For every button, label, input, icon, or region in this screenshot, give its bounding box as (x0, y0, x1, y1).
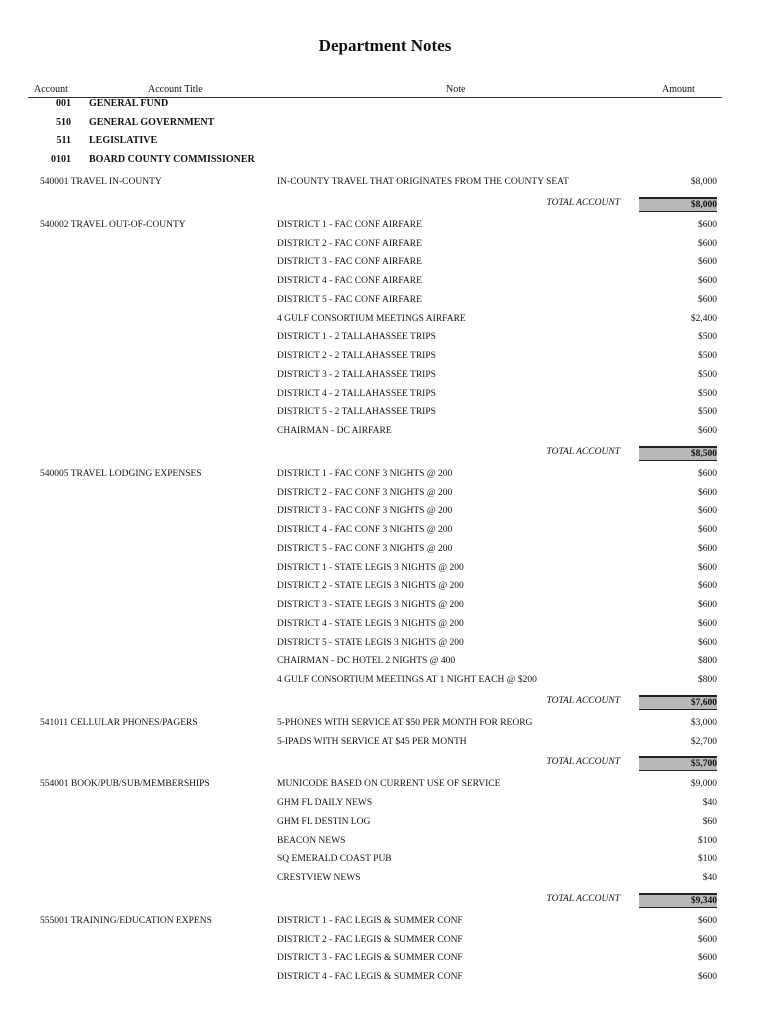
account-title: 540005 TRAVEL LODGING EXPENSES (40, 468, 202, 479)
amount-value: $600 (698, 581, 717, 592)
amount-value: $40 (702, 798, 717, 808)
note-line: DISTRICT 1 - STATE LEGIS 3 NIGHTS @ 200 (277, 562, 464, 573)
note-line: DISTRICT 3 - FAC LEGIS & SUMMER CONF (277, 953, 463, 964)
column-header-note: Note (446, 84, 466, 95)
group-name: GENERAL FUND (89, 98, 169, 109)
total-account-amount (639, 446, 717, 461)
total-amount-value: $5,700 (690, 759, 717, 770)
amount-value: $600 (698, 506, 717, 517)
total-account-label: TOTAL ACCOUNT (546, 893, 620, 904)
amount-value: $40 (702, 873, 717, 883)
note-line: DISTRICT 2 - FAC LEGIS & SUMMER CONF (277, 934, 463, 945)
note-line: GHM FL DESTIN LOG (277, 816, 371, 827)
group-name: GENERAL GOVERNMENT (89, 117, 215, 128)
total-amount-value: $8,500 (690, 448, 717, 459)
amount-value: $600 (698, 525, 717, 535)
total-account-amount (639, 756, 717, 771)
note-line: DISTRICT 4 - FAC CONF AIRFARE (277, 276, 422, 286)
note-line: CRESTVIEW NEWS (277, 873, 361, 883)
total-account-label: TOTAL ACCOUNT (546, 695, 620, 706)
group-code: 0101 (51, 154, 71, 165)
amount-value: $500 (698, 332, 717, 343)
total-account-amount (639, 695, 717, 710)
note-line: DISTRICT 3 - 2 TALLAHASSEE TRIPS (277, 369, 436, 380)
note-line: DISTRICT 3 - FAC CONF 3 NIGHTS @ 200 (277, 506, 453, 517)
note-line: DISTRICT 4 - STATE LEGIS 3 NIGHTS @ 200 (277, 618, 464, 629)
total-amount-value: $7,600 (690, 697, 717, 708)
amount-value: $600 (698, 238, 717, 249)
note-line: 5-IPADS WITH SERVICE AT $45 PER MONTH (277, 736, 467, 747)
amount-value: $3,000 (690, 717, 717, 728)
note-line: DISTRICT 2 - STATE LEGIS 3 NIGHTS @ 200 (277, 581, 464, 592)
amount-value: $600 (698, 468, 717, 479)
amount-value: $9,000 (690, 779, 717, 790)
amount-value: $800 (698, 656, 717, 667)
amount-value: $600 (698, 934, 717, 945)
note-line: DISTRICT 5 - FAC CONF AIRFARE (277, 294, 422, 305)
amount-value: $600 (698, 294, 717, 305)
amount-value: $500 (698, 407, 717, 418)
amount-value: $600 (698, 426, 717, 436)
account-title: 555001 TRAINING/EDUCATION EXPENS (40, 915, 212, 926)
amount-value: $500 (698, 388, 717, 399)
column-header-account: Account (34, 84, 68, 95)
note-line: DISTRICT 4 - 2 TALLAHASSEE TRIPS (277, 388, 436, 399)
amount-value: $600 (698, 562, 717, 573)
total-account-label: TOTAL ACCOUNT (546, 757, 620, 768)
total-amount-value: $9,340 (690, 895, 717, 906)
amount-value: $600 (698, 487, 717, 498)
note-line: DISTRICT 4 - FAC CONF 3 NIGHTS @ 200 (277, 525, 453, 535)
note-line: DISTRICT 2 - FAC CONF AIRFARE (277, 238, 422, 249)
group-code: 511 (56, 135, 71, 146)
amount-value: $600 (698, 953, 717, 964)
note-line: 4 GULF CONSORTIUM MEETINGS AIRFARE (277, 313, 466, 324)
amount-value: $600 (698, 972, 717, 982)
note-line: MUNICODE BASED ON CURRENT USE OF SERVICE (277, 779, 501, 790)
group-name: BOARD COUNTY COMMISSIONER (89, 154, 255, 165)
note-line: CHAIRMAN - DC HOTEL 2 NIGHTS @ 400 (277, 656, 456, 667)
account-title: 554001 BOOK/PUB/SUB/MEMBERSHIPS (40, 779, 210, 790)
note-line: DISTRICT 1 - 2 TALLAHASSEE TRIPS (277, 332, 436, 343)
amount-value: $600 (698, 600, 717, 610)
account-title: 540002 TRAVEL OUT-OF-COUNTY (40, 219, 186, 230)
amount-value: $8,000 (690, 177, 717, 187)
amount-value: $600 (698, 915, 717, 926)
note-line: DISTRICT 4 - FAC LEGIS & SUMMER CONF (277, 972, 463, 982)
note-line: GHM FL DAILY NEWS (277, 798, 373, 808)
note-line: DISTRICT 1 - FAC LEGIS & SUMMER CONF (277, 915, 463, 926)
amount-value: $2,700 (690, 736, 717, 747)
note-line: DISTRICT 5 - FAC CONF 3 NIGHTS @ 200 (277, 543, 453, 554)
note-line: DISTRICT 3 - STATE LEGIS 3 NIGHTS @ 200 (277, 600, 464, 610)
total-account-label: TOTAL ACCOUNT (546, 197, 620, 208)
note-line: DISTRICT 1 - FAC CONF AIRFARE (277, 219, 422, 230)
total-account-amount (639, 197, 717, 212)
amount-value: $500 (698, 369, 717, 380)
column-header-account-title: Account Title (148, 84, 203, 95)
page-title: Department Notes (318, 36, 452, 55)
amount-value: $600 (698, 637, 717, 648)
amount-value: $800 (698, 675, 717, 685)
note-line: BEACON NEWS (277, 835, 346, 846)
note-line: DISTRICT 3 - FAC CONF AIRFARE (277, 257, 422, 268)
total-account-amount (639, 893, 717, 908)
amount-value: $600 (698, 276, 717, 286)
amount-value: $100 (698, 835, 717, 846)
note-line: DISTRICT 1 - FAC CONF 3 NIGHTS @ 200 (277, 468, 453, 479)
amount-value: $500 (698, 351, 717, 361)
note-line: DISTRICT 5 - 2 TALLAHASSEE TRIPS (277, 407, 436, 418)
amount-value: $600 (698, 618, 717, 629)
note-line: DISTRICT 5 - STATE LEGIS 3 NIGHTS @ 200 (277, 637, 464, 648)
amount-value: $600 (698, 543, 717, 554)
group-name: LEGISLATIVE (89, 135, 158, 146)
note-line: IN-COUNTY TRAVEL THAT ORIGINATES FROM THE COUNTY SEAT (277, 177, 569, 187)
amount-value: $2,400 (690, 313, 717, 324)
account-title: 540001 TRAVEL IN-COUNTY (40, 177, 162, 187)
group-code: 510 (56, 117, 71, 128)
column-header-amount: Amount (662, 84, 695, 95)
note-line: CHAIRMAN - DC AIRFARE (277, 426, 392, 436)
note-line: DISTRICT 2 - 2 TALLAHASSEE TRIPS (277, 351, 436, 361)
group-code: 001 (56, 98, 71, 109)
note-line: 5-PHONES WITH SERVICE AT $50 PER MONTH FOR REORG (277, 717, 533, 728)
amount-value: $60 (702, 816, 717, 827)
amount-value: $100 (698, 854, 717, 865)
amount-value: $600 (698, 257, 717, 268)
amount-value: $600 (698, 219, 717, 230)
account-title: 541011 CELLULAR PHONES/PAGERS (40, 717, 198, 728)
note-line: DISTRICT 2 - FAC CONF 3 NIGHTS @ 200 (277, 487, 453, 498)
total-account-label: TOTAL ACCOUNT (546, 446, 620, 457)
note-line: SQ EMERALD COAST PUB (277, 854, 392, 865)
note-line: 4 GULF CONSORTIUM MEETINGS AT 1 NIGHT EACH @ $200 (277, 675, 537, 685)
total-amount-value: $8,000 (690, 199, 717, 210)
